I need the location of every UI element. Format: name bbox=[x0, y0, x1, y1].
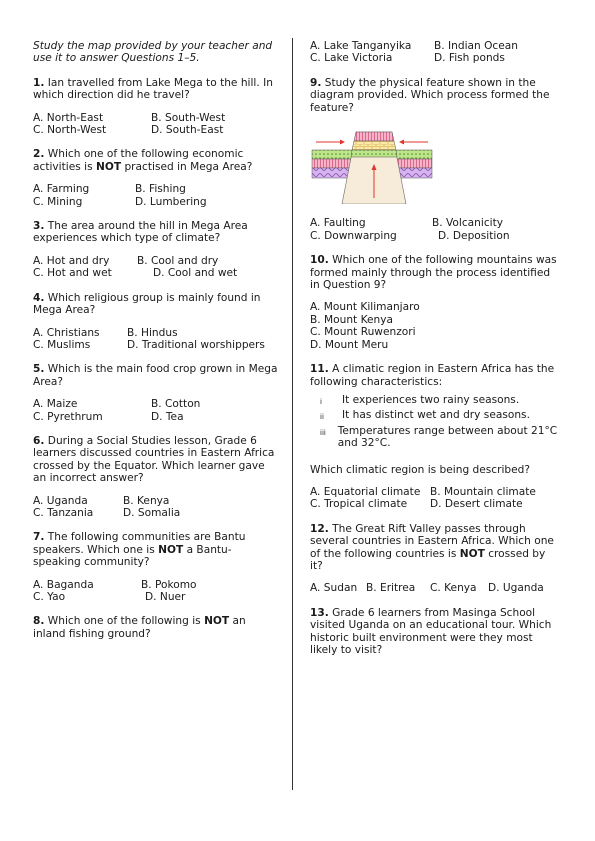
characteristic-text: It experiences two rainy seasons. bbox=[342, 393, 520, 406]
characteristic-item bbox=[320, 394, 560, 408]
roman-numeral: ii bbox=[320, 413, 324, 422]
question-text: A climatic region in Eastern Africa has the following characteristics: bbox=[310, 363, 555, 388]
option-b[interactable]: B. Pokomo bbox=[141, 578, 197, 591]
option-d[interactable]: D. Traditional worshippers bbox=[127, 338, 265, 351]
option-c[interactable]: C. Tanzania bbox=[33, 506, 94, 519]
question-text: Grade 6 learners from Masinga School visited Uganda on an educational tour. Which historic built environment were they most likely to visit? bbox=[310, 606, 552, 656]
option-a[interactable]: A. Faulting bbox=[310, 217, 366, 230]
question-11-follow-up: Which climatic region is being described? bbox=[310, 463, 531, 476]
option-a[interactable]: A. Uganda bbox=[33, 494, 88, 507]
emphasis: NOT bbox=[158, 543, 184, 556]
question-text: Which one of the following mountains was formed mainly through the process identified in Question 9? bbox=[310, 254, 557, 292]
option-a[interactable]: A. Maize bbox=[33, 398, 78, 411]
option-c[interactable]: C. Yao bbox=[33, 591, 66, 603]
option-c[interactable]: C. Mining bbox=[33, 195, 83, 208]
option-d[interactable]: D. Lumbering bbox=[135, 195, 207, 208]
block-mountain-diagram bbox=[310, 124, 560, 207]
question-text: practised in Mega Area? bbox=[121, 160, 253, 173]
options-4 bbox=[33, 327, 279, 352]
question-text: Which is the main food crop grown in Mega Area? bbox=[33, 363, 278, 388]
option-a[interactable]: A. Hot and dry bbox=[33, 254, 110, 267]
options-12 bbox=[310, 582, 560, 594]
option-c[interactable]: C. Pyrethrum bbox=[33, 410, 103, 423]
option-d[interactable]: D. Somalia bbox=[123, 506, 181, 519]
options-6 bbox=[33, 495, 279, 520]
question-1 bbox=[33, 77, 279, 102]
option-c[interactable]: C. Tropical climate bbox=[310, 498, 408, 511]
question-text: Study the physical feature shown in the diagram provided. Which process formed the feature? bbox=[310, 76, 550, 114]
question-text: an inland fishing ground? bbox=[33, 615, 246, 640]
option-d[interactable]: D. Deposition bbox=[438, 229, 510, 242]
question-number: 5. bbox=[33, 363, 45, 376]
right-column bbox=[310, 40, 560, 666]
question-number: 4. bbox=[33, 291, 45, 304]
question-text: Which one of the following economic activities is bbox=[33, 148, 244, 173]
options-1 bbox=[33, 112, 279, 137]
emphasis: NOT bbox=[204, 615, 230, 628]
question-13 bbox=[310, 607, 560, 657]
option-a[interactable]: A. Mount Kilimanjaro bbox=[310, 301, 420, 314]
option-b[interactable]: B. Cool and dry bbox=[137, 254, 219, 267]
question-number: 9. bbox=[310, 76, 322, 89]
fault-block-illustration bbox=[310, 124, 434, 204]
option-a[interactable]: A. Baganda bbox=[33, 578, 94, 591]
option-c[interactable]: C. Mount Ruwenzori bbox=[310, 326, 416, 339]
question-text: Ian travelled from Lake Mega to the hill. In which direction did he travel? bbox=[33, 76, 273, 102]
option-b[interactable]: B. Cotton bbox=[151, 398, 201, 411]
option-c[interactable]: C. Hot and wet bbox=[33, 267, 112, 280]
question-number: 3. bbox=[33, 220, 45, 233]
question-9 bbox=[310, 77, 560, 114]
characteristic-item bbox=[320, 409, 560, 423]
instructions: Study the map provided by your teacher and use it to answer Questions 1–5. bbox=[33, 40, 273, 65]
question-number: 13. bbox=[310, 606, 329, 619]
option-d[interactable]: D. Cool and wet bbox=[153, 267, 238, 280]
question-number: 11. bbox=[310, 363, 329, 376]
option-a[interactable]: A. Christians bbox=[33, 326, 100, 339]
option-b[interactable]: B. Mount Kenya bbox=[310, 313, 393, 326]
characteristics-list bbox=[310, 394, 560, 450]
options-7 bbox=[33, 579, 279, 604]
roman-numeral: iii bbox=[320, 428, 326, 437]
options-11 bbox=[310, 486, 560, 511]
option-b[interactable]: B. Indian Ocean bbox=[434, 40, 518, 52]
options-3 bbox=[33, 255, 279, 280]
question-text: Which religious group is mainly found in Mega Area? bbox=[33, 291, 261, 317]
option-c[interactable]: C. Kenya bbox=[430, 582, 477, 595]
question-text: Which one of the following is bbox=[47, 615, 205, 628]
option-c[interactable]: C. Lake Victoria bbox=[310, 52, 393, 65]
option-d[interactable]: D. Desert climate bbox=[430, 498, 523, 511]
left-column bbox=[33, 40, 279, 650]
option-d[interactable]: D. Uganda bbox=[488, 582, 544, 595]
question-4 bbox=[33, 292, 279, 317]
roman-numeral: i bbox=[320, 397, 322, 406]
question-text: crossed by it? bbox=[310, 547, 546, 572]
characteristic-text: It has distinct wet and dry seasons. bbox=[342, 409, 530, 422]
option-a[interactable]: A. North-East bbox=[33, 111, 104, 124]
characteristic-item bbox=[320, 425, 560, 450]
option-a[interactable]: A. Lake Tanganyika bbox=[310, 40, 412, 52]
options-10 bbox=[310, 301, 560, 351]
option-d[interactable]: D. Mount Meru bbox=[310, 338, 389, 351]
option-c[interactable]: C. Muslims bbox=[33, 338, 91, 351]
question-6 bbox=[33, 435, 279, 485]
characteristic-text: Temperatures range between about 21°C and 32°C. bbox=[337, 424, 558, 450]
options-9 bbox=[310, 217, 560, 242]
question-11 bbox=[310, 363, 560, 388]
question-3 bbox=[33, 220, 279, 245]
emphasis: NOT bbox=[459, 547, 485, 560]
options-8 bbox=[310, 40, 560, 65]
question-12 bbox=[310, 523, 560, 573]
options-2 bbox=[33, 183, 279, 208]
option-b[interactable]: B. Hindus bbox=[127, 326, 178, 339]
question-text: a Bantu-speaking community? bbox=[33, 543, 232, 569]
option-b[interactable]: B. Eritrea bbox=[366, 582, 416, 595]
option-b[interactable]: B. Volcanicity bbox=[432, 217, 504, 230]
question-text: The area around the hill in Mega Area experiences which type of climate? bbox=[33, 220, 248, 245]
question-number: 12. bbox=[310, 522, 329, 535]
option-b[interactable]: B. Mountain climate bbox=[430, 485, 536, 498]
option-d[interactable]: D. South-East bbox=[151, 124, 224, 137]
question-text: During a Social Studies lesson, Grade 6 learners discussed countries in Eastern Africa crossed by the Equator. Which learner gave an incorrect answer? bbox=[33, 434, 275, 485]
option-a[interactable]: A. Equatorial climate bbox=[310, 485, 421, 498]
option-d[interactable]: D. Tea bbox=[151, 410, 184, 423]
option-b[interactable]: B. Kenya bbox=[123, 494, 170, 507]
question-text: The Great Rift Valley passes through several countries in Eastern Africa. Which one of the following countries is bbox=[310, 522, 554, 560]
column-divider bbox=[292, 38, 293, 790]
options-5 bbox=[33, 398, 279, 423]
question-7 bbox=[33, 531, 279, 568]
option-a[interactable]: A. Sudan bbox=[310, 582, 358, 595]
question-number: 10. bbox=[310, 254, 329, 267]
question-8 bbox=[33, 615, 279, 640]
option-b[interactable]: B. Fishing bbox=[135, 183, 186, 196]
question-number: 8. bbox=[33, 615, 45, 628]
question-number: 7. bbox=[33, 531, 45, 544]
option-c[interactable]: C. North-West bbox=[33, 124, 107, 137]
question-number: 2. bbox=[33, 148, 45, 161]
option-c[interactable]: C. Downwarping bbox=[310, 229, 397, 242]
option-d[interactable]: D. Nuer bbox=[145, 591, 186, 603]
question-number: 6. bbox=[33, 434, 45, 447]
option-d[interactable]: D. Fish ponds bbox=[434, 52, 505, 65]
question-text: The following communities are Bantu speakers. Which one is bbox=[33, 531, 246, 556]
option-b[interactable]: B. South-West bbox=[151, 111, 226, 124]
question-number: 1. bbox=[33, 76, 45, 89]
option-a[interactable]: A. Farming bbox=[33, 183, 90, 196]
question-5 bbox=[33, 363, 279, 388]
question-10 bbox=[310, 254, 560, 291]
question-2 bbox=[33, 148, 279, 173]
emphasis: NOT bbox=[95, 160, 122, 173]
